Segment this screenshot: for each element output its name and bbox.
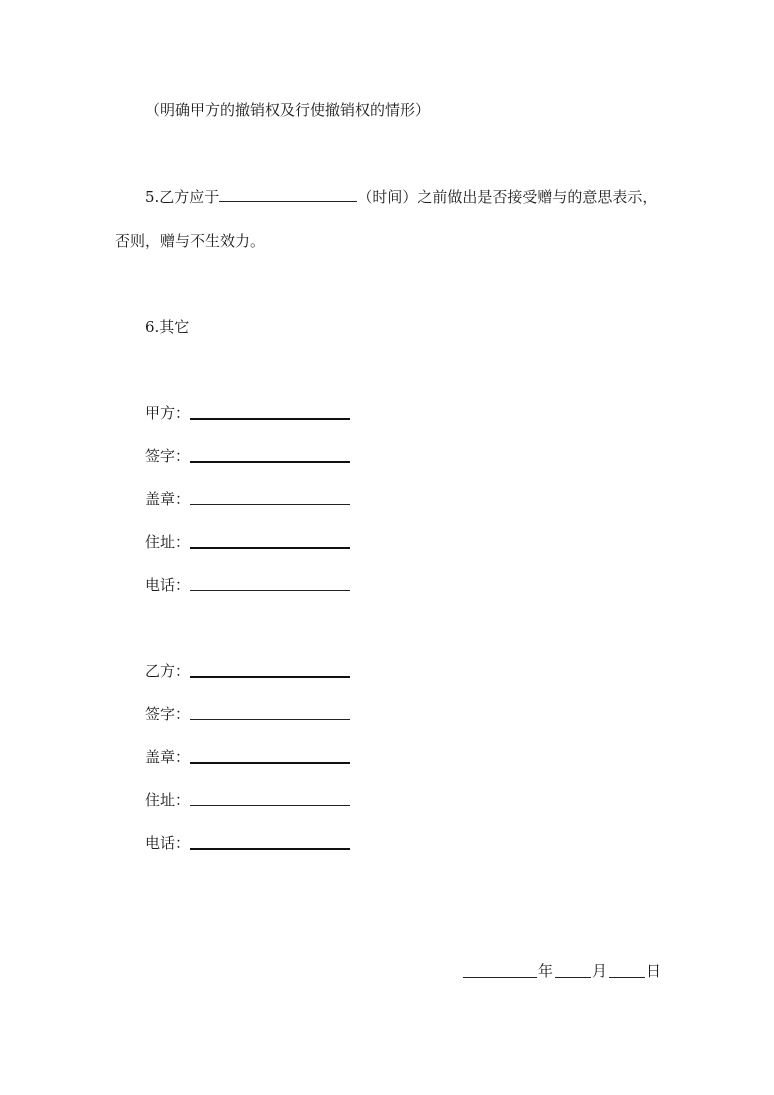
day-label: 日 <box>646 962 662 980</box>
clause-5-line-1 <box>145 187 657 207</box>
party-b-seal-label: 盖章： <box>145 748 191 766</box>
time-blank[interactable] <box>219 187 357 202</box>
party-b-name-field[interactable] <box>190 676 350 678</box>
revocation-note: （明确甲方的撤销权及行使撤销权的情形） <box>145 101 431 119</box>
party-a-seal-label: 盖章： <box>145 490 191 508</box>
party-a-seal-field[interactable] <box>190 504 350 505</box>
party-a-phone-field[interactable] <box>190 590 350 591</box>
party-b-signature-label: 签字： <box>145 705 191 723</box>
clause-5-line-2: 否则，赠与不生效力。 <box>115 232 266 250</box>
clause-5-suffix: （时间）之前做出是否接受赠与的意思表示， <box>357 188 658 206</box>
clause-6: 6.其它 <box>145 318 190 336</box>
party-a-signature-label: 签字： <box>145 447 191 465</box>
party-b-address-label: 住址： <box>145 791 191 809</box>
party-b-phone-label: 电话： <box>145 834 191 852</box>
clause-5-prefix: 5.乙方应于 <box>145 188 220 206</box>
party-b-address-field[interactable] <box>190 805 350 806</box>
year-label: 年 <box>538 962 554 980</box>
day-blank[interactable] <box>609 977 645 978</box>
month-label: 月 <box>592 962 608 980</box>
party-a-phone-label: 电话： <box>145 576 191 594</box>
party-b-name-label: 乙方： <box>145 662 191 680</box>
month-blank[interactable] <box>555 977 591 978</box>
party-b-seal-field[interactable] <box>190 762 350 764</box>
party-a-name-field[interactable] <box>190 418 350 420</box>
party-b-phone-field[interactable] <box>190 848 350 850</box>
party-a-address-label: 住址： <box>145 533 191 551</box>
year-blank[interactable] <box>463 977 537 978</box>
party-a-name-label: 甲方： <box>145 404 191 422</box>
party-b-signature-field[interactable] <box>190 719 350 720</box>
party-a-address-field[interactable] <box>190 547 350 549</box>
party-a-signature-field[interactable] <box>190 461 350 463</box>
